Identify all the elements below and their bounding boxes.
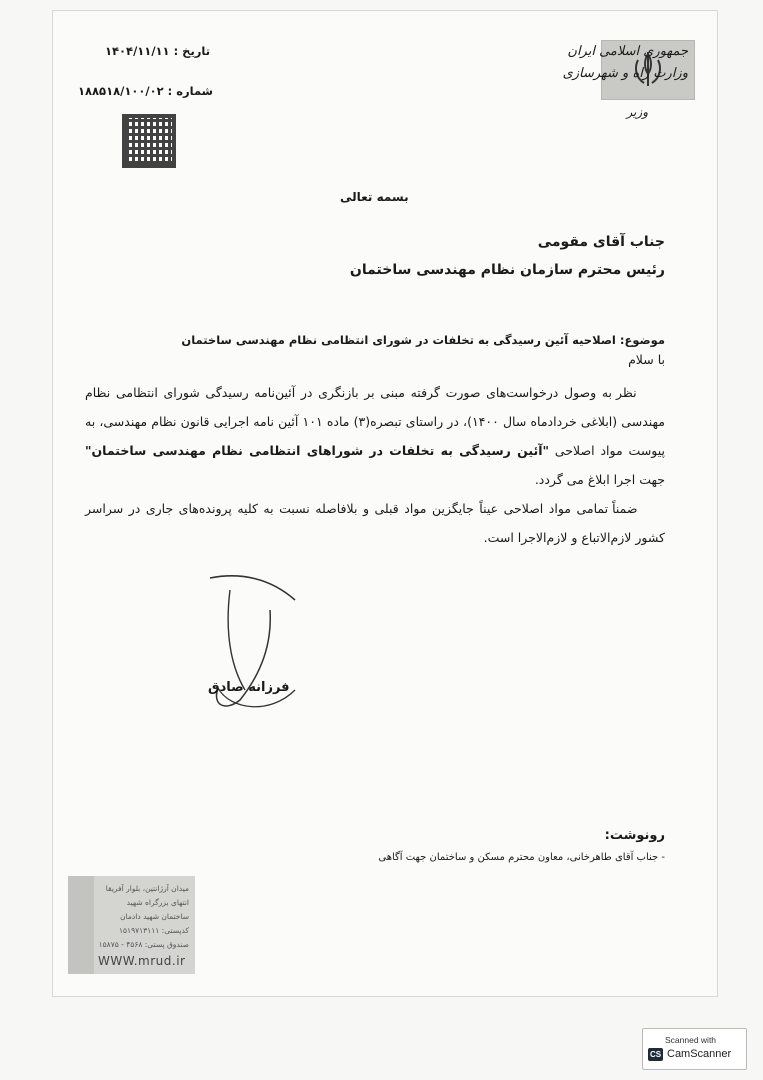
- body-paragraph-2: [85, 494, 665, 552]
- letter-number: شماره : ۱۸۸۵۱۸/۱۰۰/۰۲: [78, 84, 213, 98]
- paragraph1-end: جهت اجرا ابلاغ می گردد.: [534, 472, 665, 487]
- address-line: ساختمان شهید دادمان: [120, 912, 189, 921]
- qr-code: [122, 114, 176, 168]
- basmala: بسمه تعالی: [340, 190, 409, 204]
- addressee-name: جناب آقای مقومی: [537, 234, 665, 250]
- org-name: جمهوری اسلامی ایران: [567, 44, 688, 59]
- ministry-address-box: [68, 876, 195, 974]
- letter-date: تاریخ : ۱۴۰۴/۱۱/۱۱: [105, 44, 211, 58]
- scanned-with-label: Scanned with: [665, 1035, 717, 1045]
- minister-label: وزیر: [626, 105, 648, 119]
- addressee-title: رئیس محترم سازمان نظام مهندسی ساختمان: [349, 262, 665, 278]
- camscanner-watermark: [642, 1028, 747, 1070]
- address-line: انتهای بزرگراه شهید: [126, 898, 189, 907]
- letter-body: [85, 378, 665, 552]
- paragraph1-start: نظر به وصول درخواست‌های صورت گرفته مبنی بر بازنگری در آئین‌نامه رسیدگی شورای انتظامی نظام مهندسی (ابلاغی خردادماه سال ۱۴۰۰)، در راستای تبصره(۳) ماده ۱۰۱ آئین نامه اجرایی قانون نظام مهندسی، به پیوست مواد اصلاحی: [85, 385, 665, 458]
- signature-mark: [200, 570, 310, 720]
- postal-code: کدپستی: ۱۵۱۹۷۱۳۱۱۱: [118, 926, 189, 935]
- po-box: صندوق پستی: ۴۵۶۸ - ۱۵۸۷۵: [98, 940, 189, 949]
- body-paragraph-1: [85, 378, 665, 494]
- ministry-name: وزارت راه و شهرسازی: [562, 66, 688, 81]
- address-line: میدان آرژانتین، بلوار آفریقا: [105, 884, 189, 893]
- cc-item: - جناب آقای طاهرخانی، معاون محترم مسکن و ساختمان جهت آگاهی: [378, 852, 665, 863]
- camscanner-logo-icon: CS: [649, 1050, 662, 1059]
- website-link[interactable]: WWW.mrud.ir: [98, 954, 186, 968]
- paragraph2-text: ضمناً تمامی مواد اصلاحی عیناً جایگزین مواد قبلی و بلافاصله نسبت به کلیه پرونده‌های جاری در سراسر کشور لازم‌الاتباع و لازم‌الاجرا است.: [85, 501, 665, 545]
- greeting: با سلام: [628, 352, 665, 367]
- regulation-title: "آئین رسیدگی به تخلفات در شوراهای انتظامی نظام مهندسی ساختمان": [85, 443, 549, 458]
- camscanner-brand: CamScanner: [667, 1048, 732, 1060]
- signer-name: فرزانه صادق: [208, 680, 290, 695]
- letter-subject: موضوع: اصلاحیه آئین رسیدگی به تخلفات در شورای انتظامی نظام مهندسی ساختمان: [181, 333, 665, 347]
- cc-title: رونوشت:: [604, 828, 665, 843]
